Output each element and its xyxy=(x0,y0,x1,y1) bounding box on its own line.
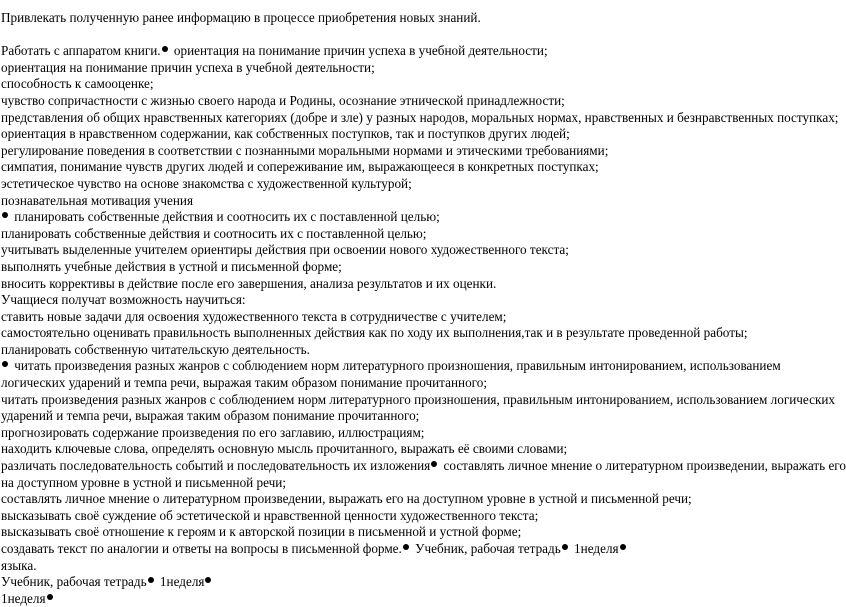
text-line: учитывать выделенные учителем ориентиры действия при освоении нового художественного текста; xyxy=(1,242,569,258)
text-line: создавать текст по аналогии и ответы на вопросы в письменной форме. Учебник, рабочая тетрадь 1неделя xyxy=(0,541,816,558)
text-line: на доступном уровне в устной и письменной речи; xyxy=(1,474,286,490)
text-line: планировать собственную читательскую деятельность. xyxy=(1,341,310,357)
text-line: Учебник, рабочая тетрадь 1неделя xyxy=(0,574,816,591)
text-line: выполнять учебные действия в устной и письменной форме; xyxy=(1,258,342,274)
bullet-icon xyxy=(403,544,409,550)
bullet-icon xyxy=(47,594,53,600)
text-line: ударений и темпа речи, выражая таким образом понимание прочитанного; xyxy=(1,408,420,424)
text-line: самостоятельно оценивать правильность выполненных действия как по ходу их выполнения,так и в результате проведенной работы; xyxy=(1,325,748,341)
text-line: ориентация в нравственном содержании, как собственных поступков, так и поступков других людей; xyxy=(1,126,570,142)
text-line: ставить новые задачи для освоения художественного текста в сотрудничестве с учителем; xyxy=(1,308,507,324)
text-line: познавательная мотивация учения xyxy=(1,192,194,208)
text-line: симпатия, понимание чувств других людей и сопереживание им, выражающееся в конкретных поступках; xyxy=(1,159,599,175)
text-line: Работать с аппаратом книги. ориентация на понимание причин успеха в учебной деятельности; xyxy=(1,43,548,59)
text-line: различать последовательность событий и последовательность их изложения составлять личное мнение о литературном произведении, выражать его xyxy=(1,458,846,474)
text-line: составлять личное мнение о литературном произведении, выражать его на доступном уровне в устной и письменной речи; xyxy=(1,491,692,507)
text-line: ориентация на понимание причин успеха в учебной деятельности; xyxy=(1,59,375,75)
text-line: Учащиеся получат возможность научиться: xyxy=(1,292,246,308)
text-line: логических ударений и темпа речи, выражая таким образом понимание прочитанного; xyxy=(1,375,487,391)
text-line: 1неделя xyxy=(0,591,816,607)
text-line: находить ключевые слова, определять основную мысль прочитанного, выражать её своими словами; xyxy=(1,441,568,457)
text-line: чувство сопричастности с жизнью своего народа и Родины, осознание этнической принадлежности; xyxy=(1,92,565,108)
text-line: Привлекать полученную ранее информацию в процессе приобретения новых знаний. xyxy=(1,10,481,25)
bullet-icon xyxy=(2,212,8,218)
bullet-icon xyxy=(148,577,154,583)
bullet-icon xyxy=(162,46,168,52)
text-line: способность к самооценке; xyxy=(1,76,154,92)
text-line: прогнозировать содержание произведения по его заглавию, иллюстрациям; xyxy=(1,424,425,440)
blank-line xyxy=(0,27,816,44)
text-line: представления об общих нравственных категориях (добре и зле) у разных народов, моральных нормах, нравственных и безнравственных поступках; xyxy=(1,109,839,125)
text-line: планировать собственные действия и соотносить их с поставленной целью; xyxy=(0,209,816,226)
document-page xyxy=(0,2,846,606)
bullet-icon xyxy=(2,361,8,367)
text-line: языка. xyxy=(1,557,37,573)
text-line: вносить коррективы в действие после его завершения, анализа результатов и их оценки. xyxy=(1,275,497,291)
text-line: регулирование поведения в соответствии с познанными моральными нормами и этическими требованиями; xyxy=(1,142,609,158)
text-line: высказывать своё суждение об эстетической и нравственной ценности художественного текста; xyxy=(1,507,539,523)
bullet-icon xyxy=(562,544,568,550)
text-line: читать произведения разных жанров с соблюдением норм литературного произношения, правильным интонированием, использованием логических xyxy=(1,391,836,407)
bullet-icon xyxy=(620,544,626,550)
text-line: высказывать своё отношение к героям и к авторской позиции в письменной и устной форме; xyxy=(1,524,522,540)
bullet-icon xyxy=(205,577,211,583)
text-line: эстетическое чувство на основе знакомства с художественной культурой; xyxy=(1,175,412,191)
bullet-icon xyxy=(431,461,437,467)
text-line: читать произведения разных жанров с соблюдением норм литературного произношения, правильным интонированием, использованием xyxy=(0,358,816,375)
text-line: планировать собственные действия и соотносить их с поставленной целью; xyxy=(1,225,427,241)
